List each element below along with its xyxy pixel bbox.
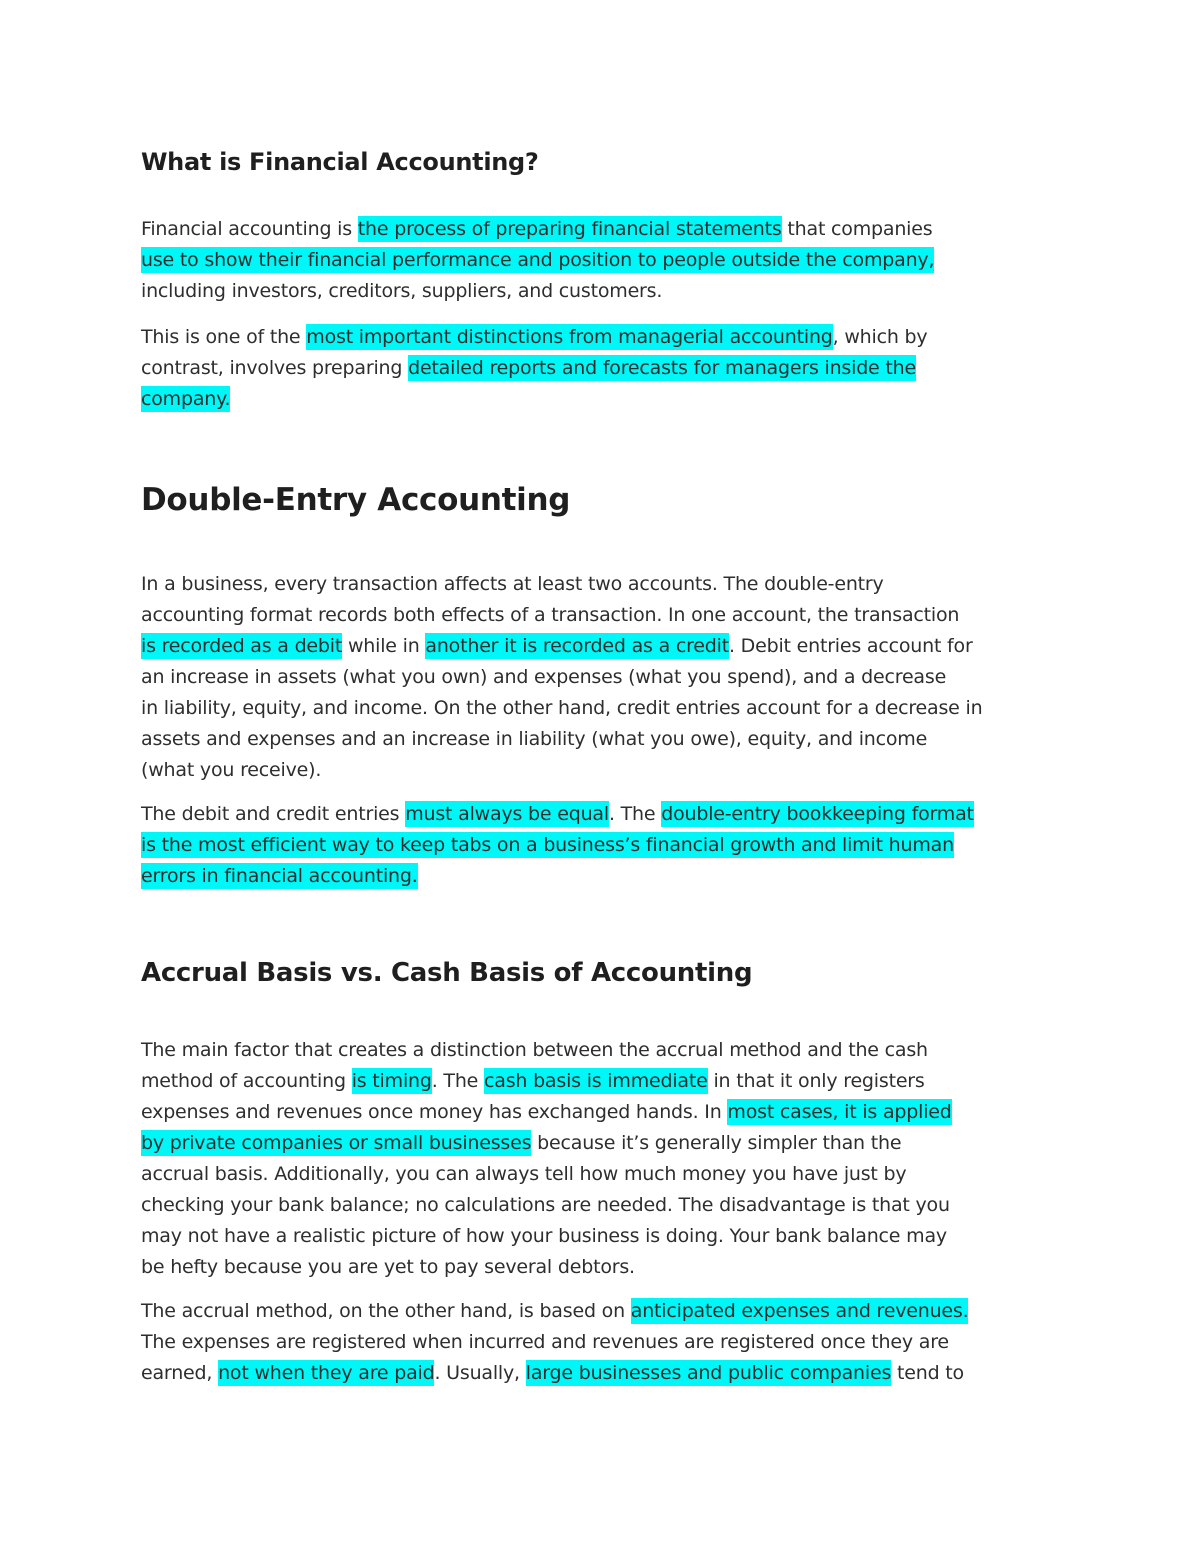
heading-accrual-vs-cash: Accrual Basis vs. Cash Basis of Accounting [141,958,753,988]
text-run: be hefty because you are yet to pay several debtors. [141,1256,635,1278]
text-line [141,569,1081,600]
text-line [141,1221,1081,1252]
text-line [141,830,1081,861]
text-line [141,1066,1081,1097]
text-run: In a business, every transaction affects at least two accounts. The double-entry [141,573,884,595]
text-line [141,861,1081,892]
text-line [141,600,1081,631]
highlighted-text: must always be equal [405,803,609,825]
text-run: This is one of the [141,326,307,348]
highlighted-text: another it is recorded as a credit [425,635,729,657]
text-line [141,631,1081,662]
highlighted-text: most important distinctions from managerial accounting [306,326,833,348]
heading-financial-accounting: What is Financial Accounting? [141,148,539,176]
paragraph [141,322,1081,415]
highlighted-text: most cases, it is applied [727,1101,952,1123]
highlighted-text: detailed reports and forecasts for managers inside the [408,357,916,379]
text-line [141,1128,1081,1159]
text-run: (what you receive). [141,759,322,781]
text-run: method of accounting [141,1070,352,1092]
paragraph [141,1296,1081,1389]
text-line [141,276,1081,307]
text-run: in that it only registers [707,1070,925,1092]
paragraph [141,1035,1081,1283]
text-run: The main factor that creates a distinction between the accrual method and the cash [141,1039,928,1061]
text-run: . Debit entries account for [728,635,973,657]
text-run: tend to [891,1362,964,1384]
text-run: The expenses are registered when incurred and revenues are registered once they are [141,1331,949,1353]
text-line [141,1190,1081,1221]
text-run: because it’s generally simpler than the [531,1132,902,1154]
highlighted-text: anticipated expenses and revenues. [630,1300,969,1322]
highlighted-text: the process of preparing financial statements [357,218,782,240]
text-line [141,1358,1081,1389]
highlighted-text: use to show their financial performance and position to people outside the company, [141,249,935,271]
text-run: while in [342,635,426,657]
highlighted-text: cash basis is immediate [484,1070,708,1092]
text-line [141,693,1081,724]
text-run: . Usually, [434,1362,526,1384]
text-line [141,384,1081,415]
text-run: contrast, involves preparing [141,357,409,379]
text-run: accounting format records both effects of a transaction. In one account, the transaction [141,604,960,626]
highlighted-text: large businesses and public companies [525,1362,892,1384]
highlighted-text: company. [141,388,231,410]
text-run: including investors, creditors, suppliers, and customers. [141,280,663,302]
highlighted-text: not when they are paid [218,1362,435,1384]
text-line [141,1327,1081,1358]
text-line [141,1035,1081,1066]
text-line [141,214,1081,245]
text-line [141,245,1081,276]
highlighted-text: errors in financial accounting. [141,865,418,887]
highlighted-text: double-entry bookkeeping format [661,803,974,825]
text-run: The debit and credit entries [141,803,406,825]
paragraph [141,214,1081,307]
text-run: . The [431,1070,484,1092]
heading-double-entry-accounting: Double-Entry Accounting [141,482,571,518]
paragraph [141,569,1081,786]
text-line [141,1296,1081,1327]
text-line [141,1252,1081,1283]
highlighted-text: by private companies or small businesses [141,1132,532,1154]
text-run: may not have a realistic picture of how your business is doing. Your bank balance may [141,1225,947,1247]
text-run: earned, [141,1362,219,1384]
text-line [141,724,1081,755]
highlighted-text: is timing [351,1070,432,1092]
text-run: that companies [781,218,933,240]
text-line [141,799,1081,830]
text-run: expenses and revenues once money has exchanged hands. In [141,1101,728,1123]
text-run: The accrual method, on the other hand, is based on [141,1300,631,1322]
text-run: assets and expenses and an increase in liability (what you owe), equity, and income [141,728,928,750]
text-line [141,1097,1081,1128]
text-run: an increase in assets (what you own) and expenses (what you spend), and a decrease [141,666,947,688]
paragraph [141,799,1081,892]
text-line [141,322,1081,353]
text-line [141,353,1081,384]
text-run: , which by [832,326,928,348]
text-run: Financial accounting is [141,218,358,240]
text-run: accrual basis. Additionally, you can always tell how much money you have just by [141,1163,907,1185]
text-line [141,662,1081,693]
text-run: . The [608,803,662,825]
text-line [141,1159,1081,1190]
highlighted-text: is the most efficient way to keep tabs on a business’s financial growth and limit human [141,834,954,856]
highlighted-text: is recorded as a debit [141,635,343,657]
text-run: checking your bank balance; no calculations are needed. The disadvantage is that you [141,1194,950,1216]
text-run: in liability, equity, and income. On the other hand, credit entries account for a decrease in [141,697,983,719]
text-line [141,755,1081,786]
